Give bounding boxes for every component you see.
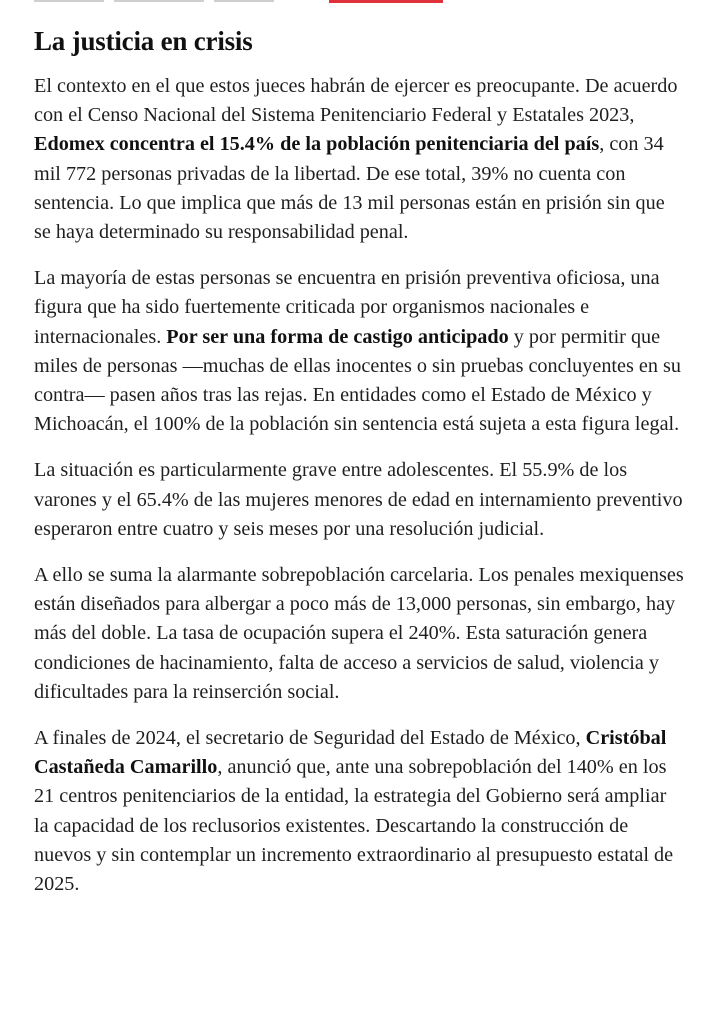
paragraph-adolescentes: La situación es particularmente grave entre adolescentes. El 55.9% de los varones y el 65.4% de las mujeres menores de edad en internamiento preventivo esperaron entre cuatro y seis meses por una resolución judicial.	[34, 459, 683, 540]
paragraph-text: La mayoría de estas personas se encuentra en prisión preventiva oficiosa, una figura que ha sido fuertemente criticada por organismos nacionales e internacionales.	[34, 267, 660, 348]
paragraph-censo	[34, 72, 684, 247]
divider-segment	[34, 0, 104, 2]
paragraph-prision-preventiva	[34, 264, 684, 439]
highlight-text: Cristóbal Castañeda Camarillo	[34, 727, 667, 779]
paragraph-secretario	[34, 724, 684, 899]
paragraph-sobrepoblacion: A ello se suma la alarmante sobrepoblación carcelaria. Los penales mexiquenses están diseñados para albergar a poco más de 13,000 personas, sin embargo, hay más del doble. La tasa de ocupación supera el 240%. Esta saturación genera condiciones de hacinamiento, falta de acceso a servicios de salud, violencia y dificultades para la reinserción social.	[34, 564, 684, 703]
highlight-text: Por ser una forma de castigo anticipado	[166, 325, 509, 348]
top-accent-bar	[329, 0, 443, 3]
paragraph-text: A finales de 2024, el secretario de Seguridad del Estado de México,	[34, 727, 586, 750]
divider-segment	[214, 0, 274, 2]
paragraph-text: , anunció que, ante una sobrepoblación del 140% en los 21 centros penitenciarios de la entidad, la estrategia del Gobierno será ampliar la capacidad de los reclusorios existentes. Descartando la construcción de nuevos y sin contemplar un incremento extraordinario al presupuesto estatal de 2025.	[34, 756, 674, 896]
divider-segment	[114, 0, 204, 2]
section-heading: La justicia en crisis	[34, 26, 253, 56]
paragraph-text: El contexto en el que estos jueces habrán de ejercer es preocupante. De acuerdo con el Censo Nacional del Sistema Penitenciario Federal y Estatales 2023,	[34, 75, 678, 127]
paragraph-text: , con 34 mil 772 personas privadas de la libertad. De ese total, 39% no cuenta con sentencia. Lo que implica que más de 13 mil personas están en prisión sin que se haya determinado su responsabilidad penal.	[34, 133, 665, 244]
top-divider-remnant	[34, 0, 294, 2]
highlight-text: Edomex concentra el 15.4% de la población penitenciaria del país	[34, 133, 600, 156]
article-body	[34, 24, 684, 916]
paragraph-text: y por permitir que miles de personas —muchas de ellas inocentes o sin pruebas concluyentes en su contra— pasen años tras las rejas. En entidades como el Estado de México y Michoacán, el 100% de la población sin sentencia está sujeta a esta figura legal.	[34, 325, 681, 436]
